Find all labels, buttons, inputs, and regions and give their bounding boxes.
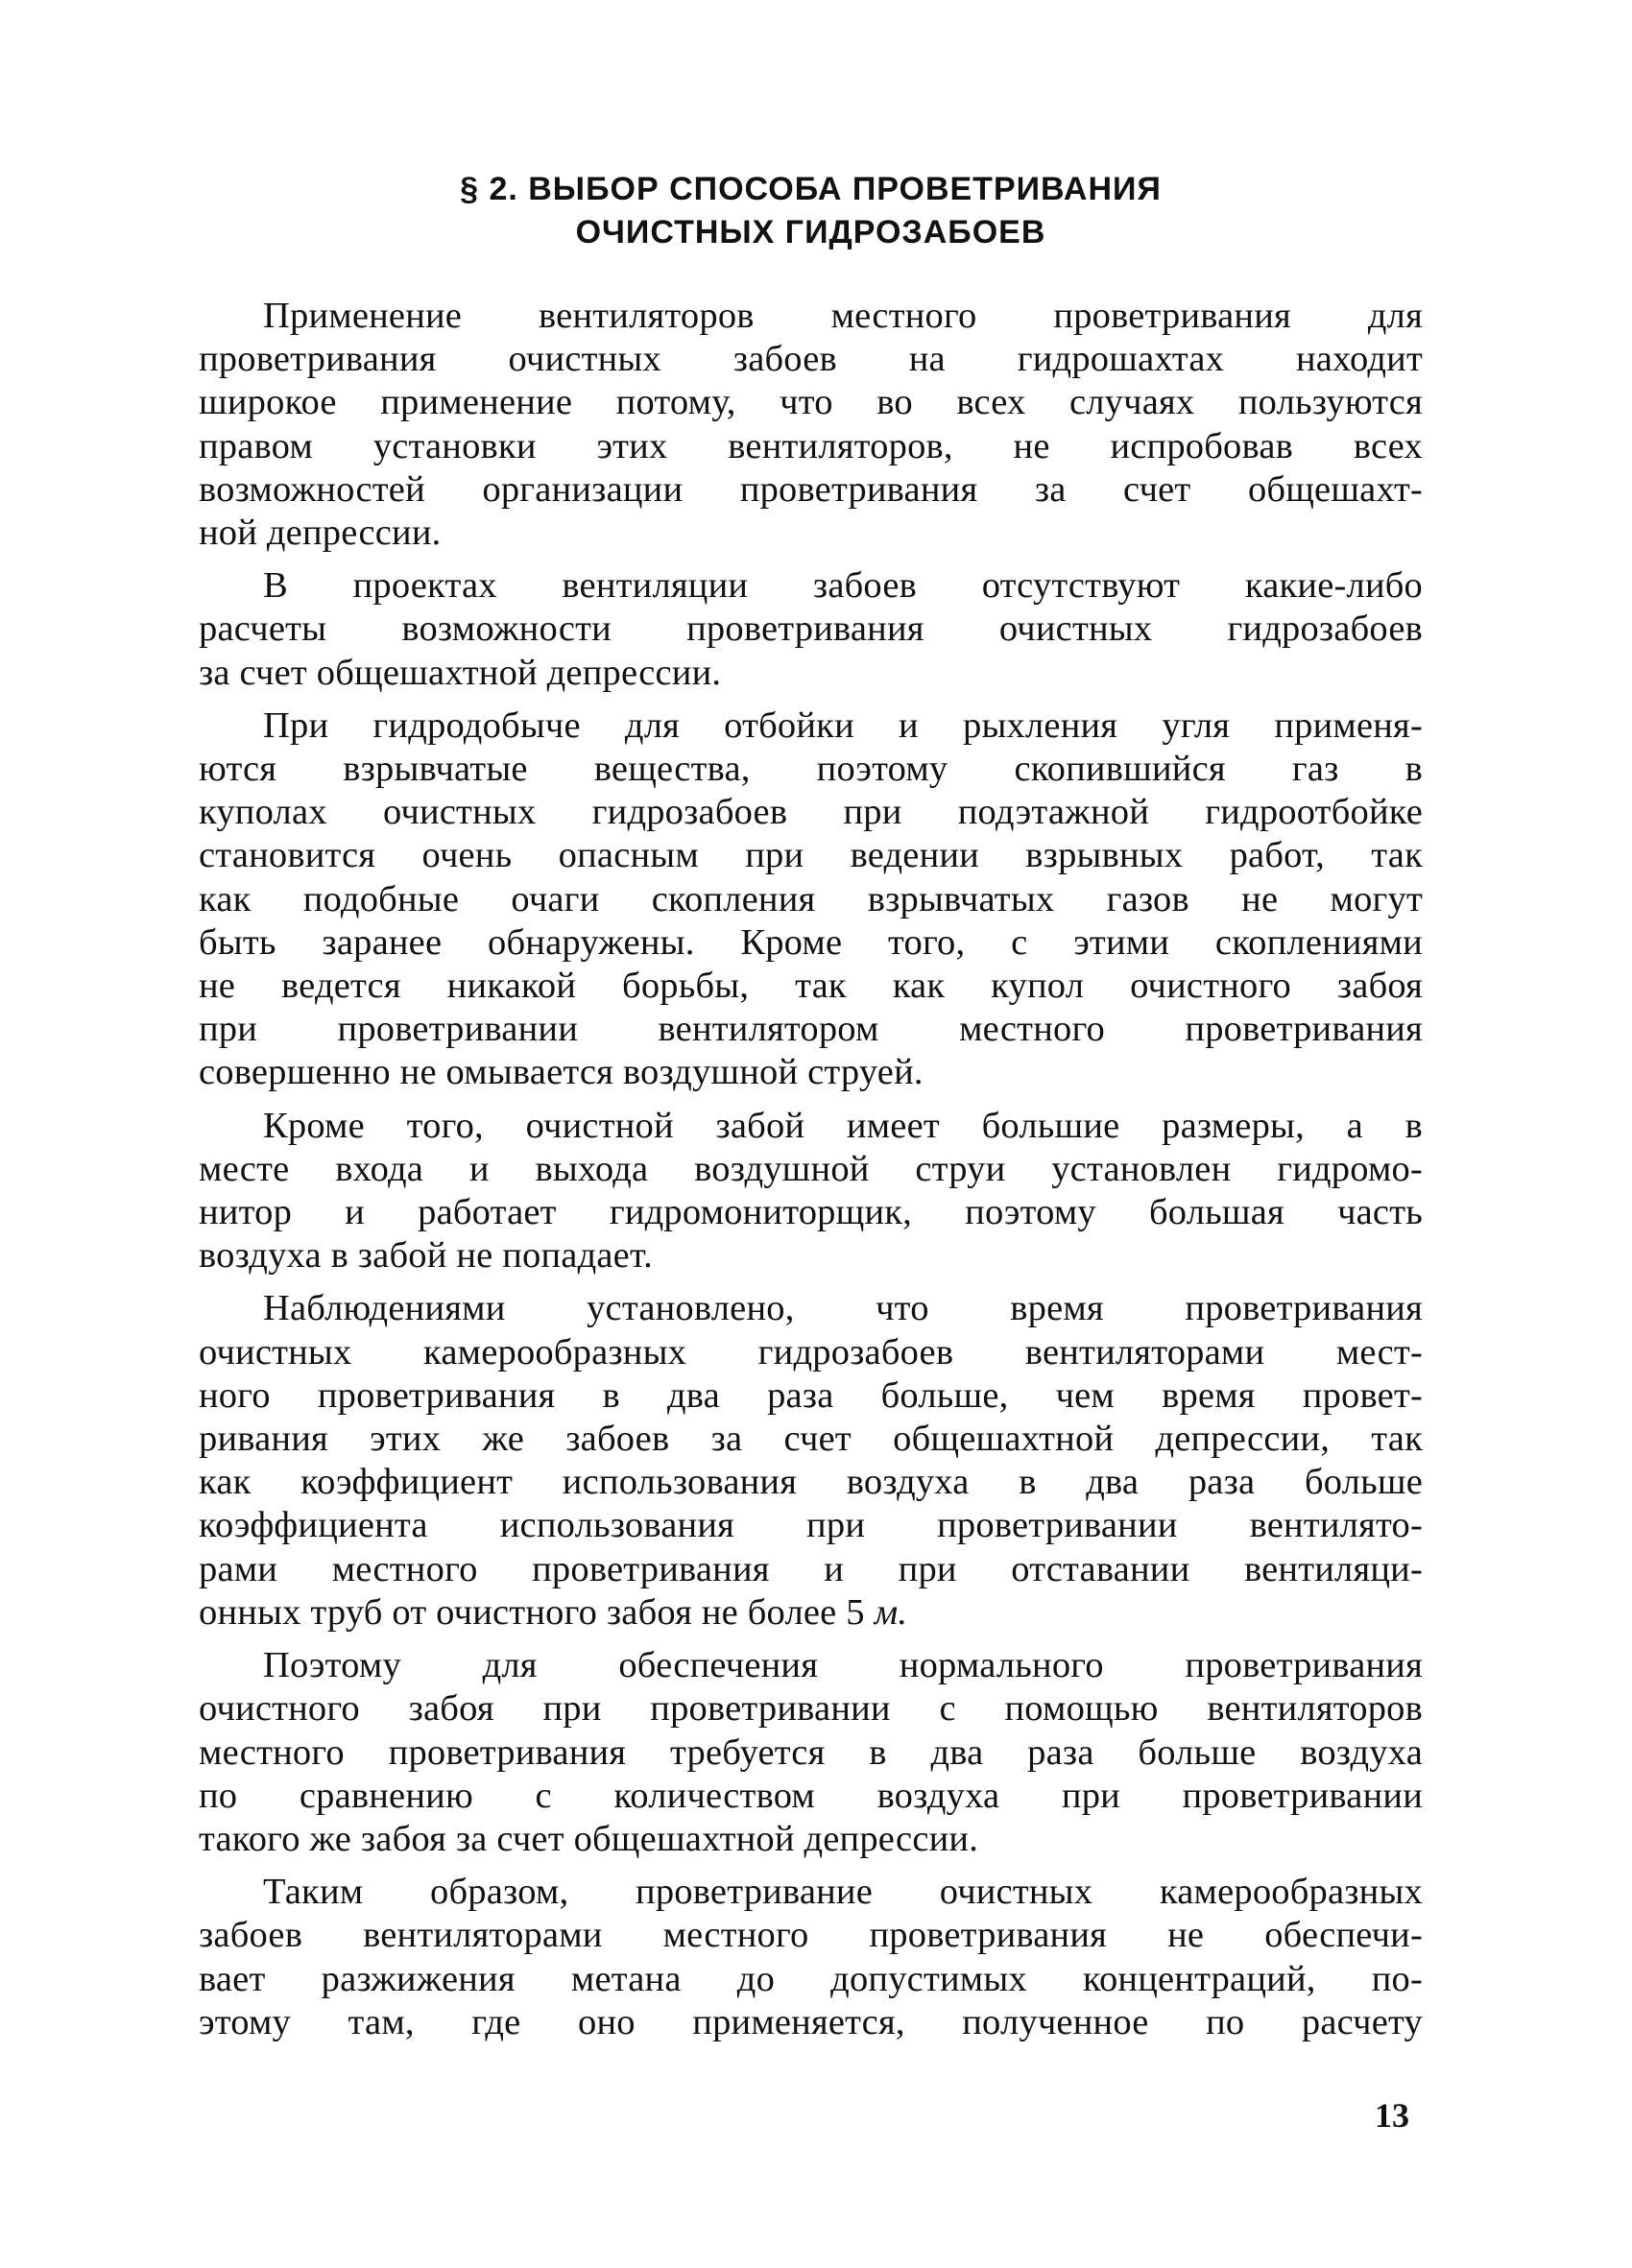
text-line: Применение вентиляторов местного проветривания для xyxy=(263,296,1423,336)
text-line: не ведется никакой борьбы, так как купол очистного забоя xyxy=(199,966,1423,1007)
text-line-body: онных труб от очистного забоя не более 5 xyxy=(199,1591,865,1633)
paragraph-5 xyxy=(199,1287,1423,1635)
text-line: очистных камерообразных гидрозабоев вентиляторами мест- xyxy=(199,1331,1423,1373)
paragraph-1 xyxy=(199,295,1423,555)
text-line: Таким образом, проветривание очистных камерообразных xyxy=(263,1872,1423,1913)
text-line: при проветривании вентилятором местного проветривания xyxy=(199,1009,1423,1050)
text-line-with-unit xyxy=(199,1591,1423,1635)
text-line: как коэффициент использования воздуха в два раза больше xyxy=(199,1462,1423,1503)
text-line: правом установки этих вентиляторов, не испробовав всех xyxy=(199,425,1423,466)
text-line: месте входа и выхода воздушной струи установлен гидромо- xyxy=(199,1148,1423,1189)
text-line: быть заранее обнаружены. Кроме того, с этими скоплениями xyxy=(199,921,1423,963)
text-line: возможностей организации проветривания за счет общешахт- xyxy=(199,468,1423,510)
section-heading-line-2: ОЧИСТНЫХ ГИДРОЗАБОЕВ xyxy=(575,214,1046,251)
text-line: такого же забоя за счет общешахтной депрессии. xyxy=(199,1818,979,1859)
paragraph-7 xyxy=(199,1871,1423,2044)
page-number: 13 xyxy=(1375,2096,1409,2135)
text-line: ного проветривания в два раза больше, чем время провет- xyxy=(199,1374,1423,1416)
text-line: При гидродобыче для отбойки и рыхления угля применя- xyxy=(263,704,1423,746)
text-line: Поэтому для обеспечения нормального проветривания xyxy=(263,1645,1423,1686)
text-line: этому там, где оно применяется, полученное по расчету xyxy=(199,2001,1423,2042)
text-line: забоев вентиляторами местного проветривания не обеспечи- xyxy=(199,1915,1423,1956)
text-line: В проектах вентиляции забоев отсутствуют какие-либо xyxy=(263,565,1423,607)
paragraph-6 xyxy=(199,1644,1423,1861)
paragraph-3 xyxy=(199,704,1423,1095)
paragraph-4 xyxy=(199,1105,1423,1278)
text-line: куполах очистных гидрозабоев при подэтажной гидроотбойке xyxy=(199,792,1423,833)
text-line: очистного забоя при проветривании с помощью вентиляторов xyxy=(199,1688,1423,1730)
text-line: по сравнению с количеством воздуха при проветривании xyxy=(199,1775,1423,1816)
text-line: вает разжижения метана до допустимых концентраций, по- xyxy=(199,1958,1423,1999)
text-line: проветривания очистных забоев на гидрошахтах находит xyxy=(199,339,1423,380)
text-line: ривания этих же забоев за счет общешахтной депрессии, так xyxy=(199,1419,1423,1460)
section-heading xyxy=(199,168,1423,254)
page-content xyxy=(199,168,1423,2054)
paragraph-2 xyxy=(199,564,1423,695)
section-heading-line-1: § 2. ВЫБОР СПОСОБА ПРОВЕТРИВАНИЯ xyxy=(460,171,1162,207)
text-line: местного проветривания требуется в два раза больше воздуха xyxy=(199,1731,1423,1773)
text-line: Наблюдениями установлено, что время проветривания xyxy=(263,1288,1423,1329)
text-line: как подобные очаги скопления взрывчатых газов не могут xyxy=(199,878,1423,919)
text-line: ются взрывчатые вещества, поэтому скопившийся газ в xyxy=(199,749,1423,790)
text-line: расчеты возможности проветривания очистных гидрозабоев xyxy=(199,609,1423,650)
unit-text: м. xyxy=(874,1591,908,1633)
text-line: нитор и работает гидромониторщик, поэтому большая часть xyxy=(199,1192,1423,1233)
text-line: воздуха в забой не попадает. xyxy=(199,1235,653,1277)
text-line: широкое применение потому, что во всех случаях пользуются xyxy=(199,382,1423,423)
text-line: совершенно не омывается воздушной струей. xyxy=(199,1052,924,1093)
text-line: коэффициента использования при проветривании вентилято- xyxy=(199,1505,1423,1546)
text-line: за счет общешахтной депрессии. xyxy=(199,652,722,693)
text-line: Кроме того, очистной забой имеет большие размеры, а в xyxy=(263,1105,1423,1146)
text-line: рами местного проветривания и при отставании вентиляци- xyxy=(199,1548,1423,1589)
text-line: становится очень опасным при ведении взрывных работ, так xyxy=(199,835,1423,876)
text-line: ной депрессии. xyxy=(199,513,442,554)
